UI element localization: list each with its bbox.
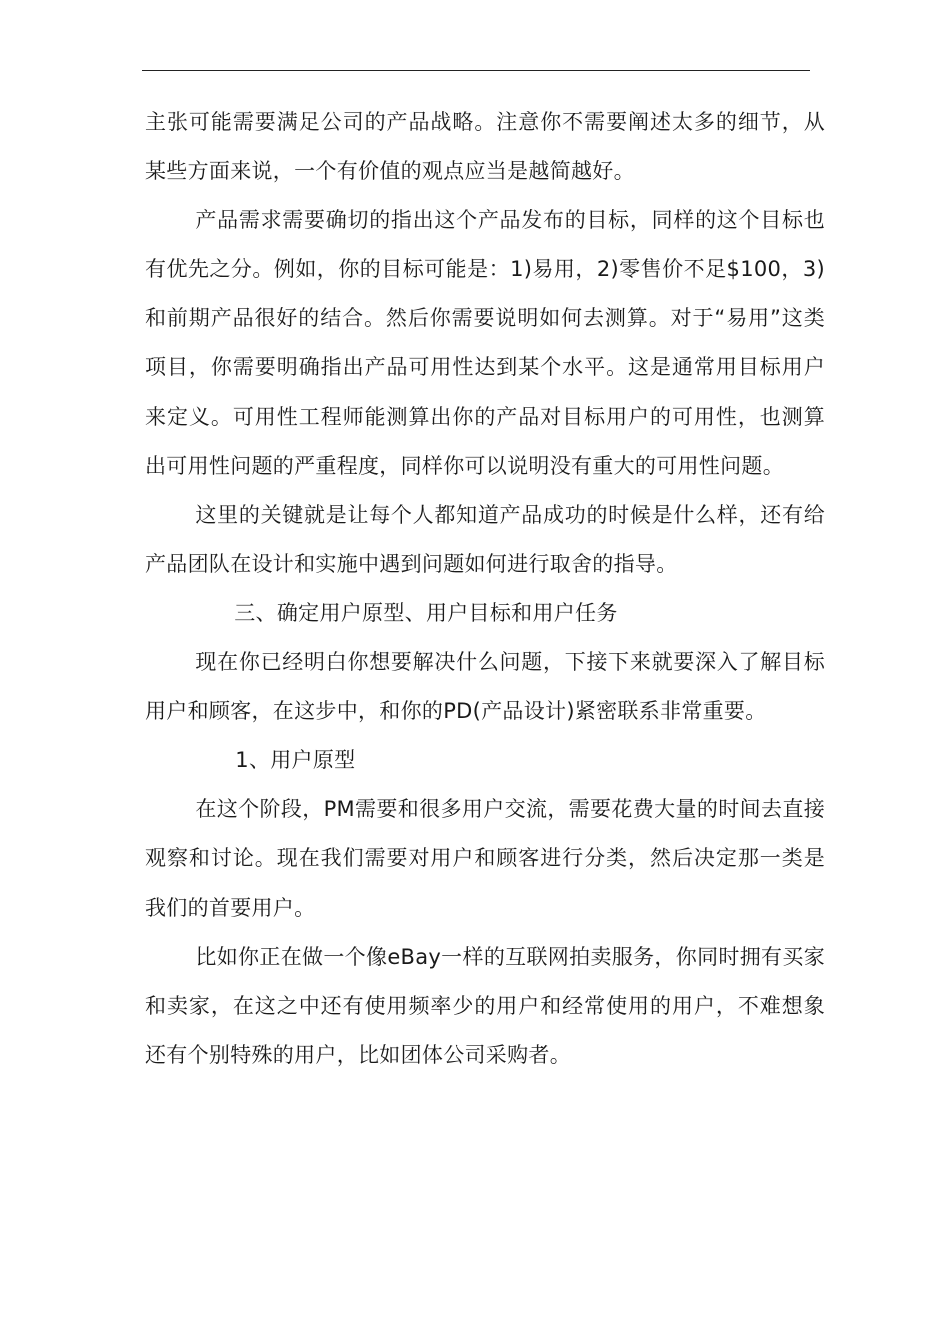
paragraph-product-goals: 产品需求需要确切的指出这个产品发布的目标，同样的这个目标也有优先之分。例如，你的目标可能是：1)易用，2)零售价不足$100，3)和前期产品很好的结合。然后你需要说明如何去测算。对于“易用”这类项目，你需要明确指出产品可用性达到某个水平。这是通常用目标用户来定义。可用性工程师能测算出你的产品对目标用户的可用性，也测算出可用性问题的严重程度，同样你可以说明没有重大的可用性问题。 (145, 208, 825, 478)
header-rule (142, 70, 810, 71)
paragraph-key-success: 这里的关键就是让每个人都知道产品成功的时候是什么样，还有给产品团队在设计和实施中遇到问题如何进行取舍的指导。 (145, 502, 825, 576)
paragraph-ebay-example: 比如你正在做一个像eBay一样的互联网拍卖服务，你同时拥有买家和卖家，在这之中还有使用频率少的用户和经常使用的用户，不难想象还有个别特殊的用户，比如团体公司采购者。 (145, 944, 825, 1067)
paragraph-understand-users: 现在你已经明白你想要解决什么问题，下接下来就要深入了解目标用户和顾客，在这步中，和你的PD(产品设计)紧密联系非常重要。 (145, 650, 825, 724)
document-body (145, 98, 825, 1080)
section-heading-user-personas: 三、确定用户原型、用户目标和用户任务 (234, 600, 618, 625)
subsection-heading-user-persona: 1、用户原型 (235, 748, 356, 773)
paragraph-pm-research: 在这个阶段，PM需要和很多用户交流，需要花费大量的时间去直接观察和讨论。现在我们需要对用户和顾客进行分类，然后决定那一类是我们的首要用户。 (145, 797, 825, 920)
paragraph-product-strategy: 主张可能需要满足公司的产品战略。注意你不需要阐述太多的细节，从某些方面来说，一个有价值的观点应当是越简越好。 (145, 110, 825, 184)
